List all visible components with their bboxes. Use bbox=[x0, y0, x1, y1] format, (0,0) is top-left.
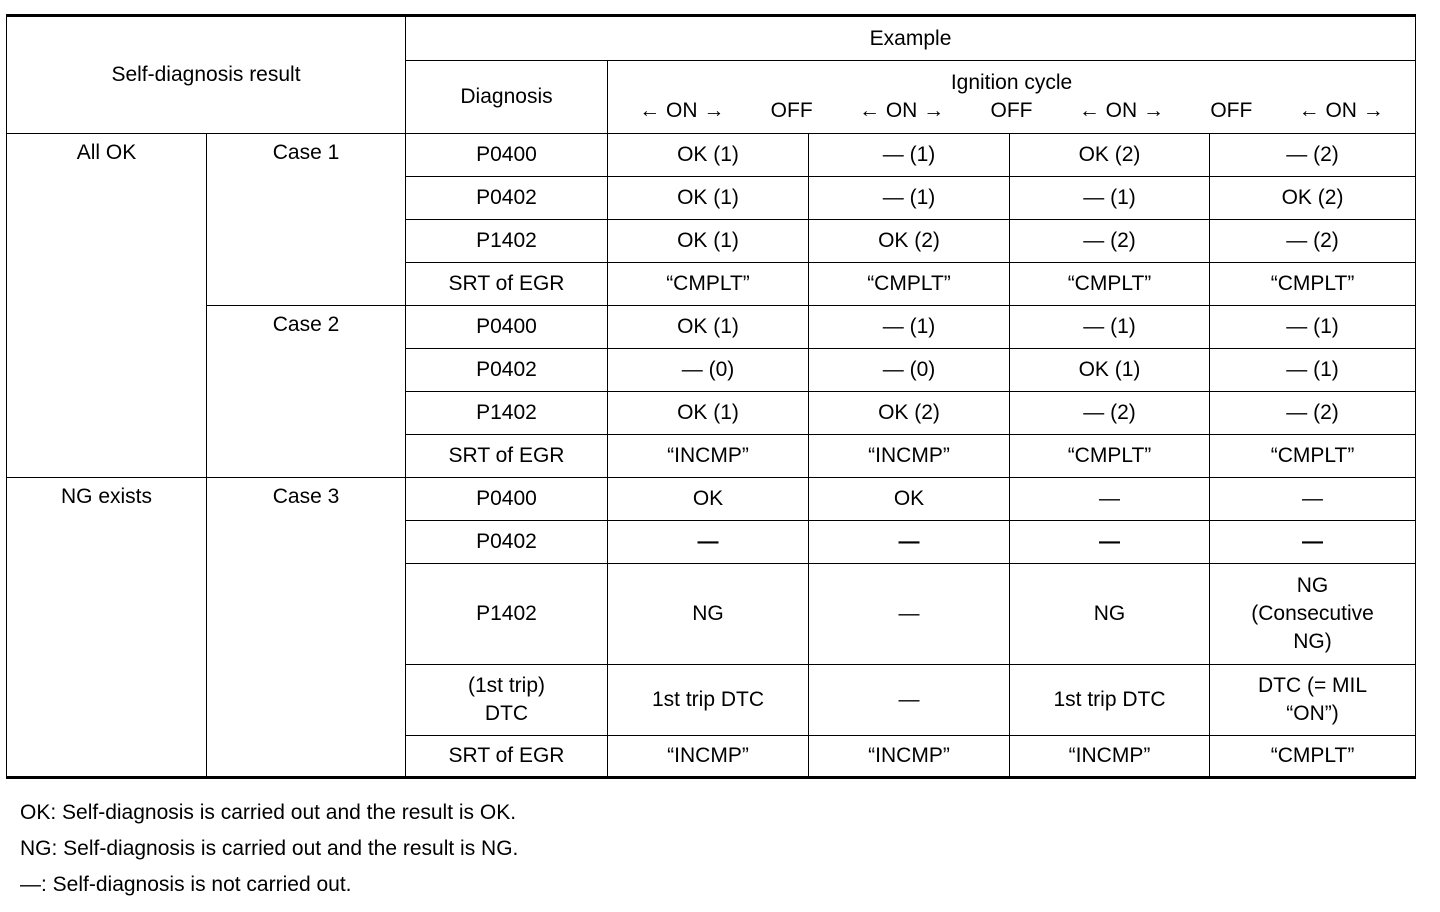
value-cell: OK (2) bbox=[809, 392, 1010, 435]
diagnosis-cell: (1st trip) DTC bbox=[406, 665, 608, 736]
value-cell: “CMPLT” bbox=[1010, 263, 1210, 306]
value-cell: — (2) bbox=[1210, 134, 1416, 177]
value-cell: — (1) bbox=[809, 134, 1010, 177]
diagnosis-cell: P0400 bbox=[406, 134, 608, 177]
value-cell: “CMPLT” bbox=[1210, 736, 1416, 778]
value-cell: “CMPLT” bbox=[1010, 435, 1210, 478]
cycle-state-on-2: ← ON → bbox=[858, 99, 945, 123]
case-1-label: Case 1 bbox=[207, 134, 406, 306]
value-cell: OK (2) bbox=[1010, 134, 1210, 177]
value-cell: — (1) bbox=[809, 177, 1010, 220]
ignition-cycle-header bbox=[608, 61, 1416, 134]
case-3-label: Case 3 bbox=[207, 478, 406, 778]
value-cell: — bbox=[608, 521, 809, 564]
value-cell: “CMPLT” bbox=[1210, 435, 1416, 478]
ignition-cycle-states bbox=[608, 97, 1415, 125]
value-cell: 1st trip DTC bbox=[1010, 665, 1210, 736]
value-cell: OK bbox=[809, 478, 1010, 521]
diagnosis-cell: SRT of EGR bbox=[406, 435, 608, 478]
value-cell: — bbox=[1010, 521, 1210, 564]
diagnosis-cell: P0400 bbox=[406, 478, 608, 521]
legend-dash: —: Self-diagnosis is not carried out. bbox=[20, 873, 352, 896]
table-row bbox=[7, 306, 1416, 349]
diagnosis-cell: SRT of EGR bbox=[406, 736, 608, 778]
diagnosis-header: Diagnosis bbox=[406, 61, 608, 134]
cycle-state-on-3: ← ON → bbox=[1078, 99, 1164, 123]
legend-ok: OK: Self-diagnosis is carried out and the result is OK. bbox=[20, 801, 517, 824]
value-cell: — (1) bbox=[1010, 306, 1210, 349]
value-cell: “INCMP” bbox=[608, 435, 809, 478]
legend-ng: NG: Self-diagnosis is carried out and the result is NG. bbox=[20, 837, 519, 860]
result-ng-exists: NG exists bbox=[7, 478, 207, 778]
value-cell: OK (1) bbox=[608, 177, 809, 220]
value-cell: — (1) bbox=[1210, 306, 1416, 349]
value-cell: NG bbox=[1010, 564, 1210, 665]
diagnosis-cell: P0400 bbox=[406, 306, 608, 349]
value-cell: — (2) bbox=[1010, 392, 1210, 435]
result-all-ok: All OK bbox=[7, 134, 207, 478]
value-cell: — (2) bbox=[1010, 220, 1210, 263]
value-cell: “CMPLT” bbox=[1210, 263, 1416, 306]
diagnosis-cell: P0402 bbox=[406, 349, 608, 392]
value-cell: — (0) bbox=[608, 349, 809, 392]
value-cell: OK bbox=[608, 478, 809, 521]
value-cell: “INCMP” bbox=[809, 435, 1010, 478]
value-cell: — bbox=[809, 521, 1010, 564]
value-cell: OK (2) bbox=[1210, 177, 1416, 220]
value-cell: OK (1) bbox=[1010, 349, 1210, 392]
value-cell: OK (1) bbox=[608, 220, 809, 263]
srt-table bbox=[6, 14, 1416, 779]
value-cell: — bbox=[809, 564, 1010, 665]
value-cell: OK (1) bbox=[608, 306, 809, 349]
value-cell: “CMPLT” bbox=[608, 263, 809, 306]
diagnosis-cell: P0402 bbox=[406, 521, 608, 564]
value-cell: “INCMP” bbox=[1010, 736, 1210, 778]
case-2-label: Case 2 bbox=[207, 306, 406, 478]
ignition-cycle-title: Ignition cycle bbox=[950, 71, 1073, 95]
diagnosis-cell: P1402 bbox=[406, 392, 608, 435]
value-cell: “INCMP” bbox=[809, 736, 1010, 778]
value-cell: — (1) bbox=[809, 306, 1010, 349]
value-cell: NG (Consecutive NG) bbox=[1210, 564, 1416, 665]
self-diagnosis-result-header: Self-diagnosis result bbox=[7, 16, 406, 134]
value-cell: “CMPLT” bbox=[809, 263, 1010, 306]
diagnosis-cell: SRT of EGR bbox=[406, 263, 608, 306]
value-cell: — (2) bbox=[1210, 392, 1416, 435]
value-cell: 1st trip DTC bbox=[608, 665, 809, 736]
cycle-state-off-1: OFF bbox=[770, 99, 813, 123]
value-cell: — bbox=[1210, 521, 1416, 564]
cycle-state-off-2: OFF bbox=[990, 99, 1033, 123]
value-cell: — (2) bbox=[1210, 220, 1416, 263]
value-cell: — bbox=[809, 665, 1010, 736]
value-cell: — (1) bbox=[1210, 349, 1416, 392]
diagnosis-cell: P1402 bbox=[406, 564, 608, 665]
value-cell: — bbox=[1210, 478, 1416, 521]
cycle-state-on-1: ← ON → bbox=[639, 99, 725, 123]
value-cell: OK (1) bbox=[608, 134, 809, 177]
example-header: Example bbox=[406, 16, 1416, 61]
diagnosis-cell: P0402 bbox=[406, 177, 608, 220]
value-cell: — bbox=[1010, 478, 1210, 521]
value-cell: DTC (= MIL “ON”) bbox=[1210, 665, 1416, 736]
value-cell: NG bbox=[608, 564, 809, 665]
value-cell: “INCMP” bbox=[608, 736, 809, 778]
cycle-state-off-3: OFF bbox=[1210, 99, 1253, 123]
value-cell: — (1) bbox=[1010, 177, 1210, 220]
table-row bbox=[7, 478, 1416, 521]
cycle-state-on-4: ← ON → bbox=[1298, 99, 1384, 123]
table-row bbox=[7, 134, 1416, 177]
diagnosis-cell: P1402 bbox=[406, 220, 608, 263]
value-cell: OK (1) bbox=[608, 392, 809, 435]
value-cell: OK (2) bbox=[809, 220, 1010, 263]
value-cell: — (0) bbox=[809, 349, 1010, 392]
